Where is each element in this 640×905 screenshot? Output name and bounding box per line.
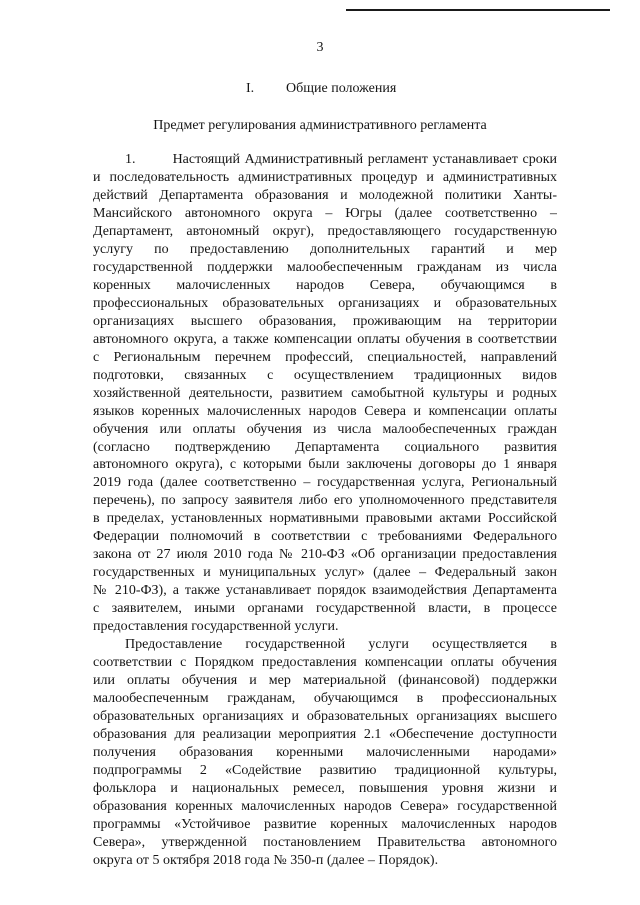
text-line: Департамент, автономный округ), предоставляющего государственную	[93, 223, 557, 239]
text-line: хозяйственной деятельности, развитием самобытной культуры и родных	[93, 385, 557, 401]
text-line: подпрограммы 2 «Содействие развитию традиционной культуры,	[93, 762, 557, 778]
text-line: государственной поддержки малообеспеченным гражданам из числа	[93, 259, 557, 275]
text-line: образовательных организациях и образовательных организациях высшего	[93, 709, 557, 725]
text-line: автономного округа, а также компенсации оплаты обучения в соответствии	[93, 331, 557, 347]
paragraph-2	[93, 636, 557, 870]
text-line: фольклора и национальных ремесел, повышения уровня жизни и	[93, 780, 557, 796]
text-line: или оплаты обучения и мер материальной (финансовой) поддержки	[93, 673, 557, 689]
text-line: профессиональных образовательных организациях и образовательных	[93, 295, 557, 311]
text-line: организациях высшего образования, проживающим на территории	[93, 313, 557, 329]
header-rule	[346, 9, 610, 11]
text-line: государственных и муниципальных услуг» (далее – Федеральный закон	[93, 565, 557, 581]
text-line: коренных малочисленных народов Севера, обучающимся в	[93, 277, 557, 293]
text-line: Мансийского автономного округа – Югры (далее соответственно –	[93, 205, 557, 221]
text-line: закона от 27 июля 2010 года № 210-ФЗ «Об организации предоставления	[93, 547, 557, 563]
text-line: Предоставление государственной услуги осуществляется в	[125, 637, 557, 653]
page-number: 3	[316, 40, 324, 55]
text-line: № 210-ФЗ), а также устанавливает порядок взаимодействия Департамента	[93, 583, 557, 599]
text-line: услугу по предоставлению дополнительных гарантий и мер	[93, 241, 557, 257]
text-line: программы «Устойчивое развитие коренных малочисленных народов	[93, 816, 557, 832]
text-line: языков коренных малочисленных народов Севера и компенсации оплаты	[93, 403, 557, 419]
section-title: Общие положения	[286, 81, 397, 96]
body-text	[93, 151, 557, 870]
text-line: Севера», утвержденной постановлением Правительства автономного	[93, 834, 557, 850]
text-line: Федерации полномочий в соответствии с требованиями Федерального	[93, 529, 557, 545]
subheading: Предмет регулирования административного регламента	[153, 118, 487, 133]
text-line: соответствии с Порядком предоставления компенсации оплаты обучения	[93, 655, 557, 671]
text-line: 1. Настоящий Административный регламент устанавливает сроки	[125, 152, 557, 167]
paragraph-1	[93, 151, 557, 636]
text-line: автономного округа), с которыми были заключены договоры до 1 января	[93, 457, 557, 473]
text-line: образования коренных малочисленных народов Севера» государственной	[93, 798, 557, 814]
text-line: получения образования коренными малочисленными народами»	[93, 744, 557, 760]
text-line: с Региональным перечнем профессий, специальностей, направлений	[93, 349, 557, 365]
text-line: действий Департамента образования и молодежной политики Ханты-	[93, 187, 557, 203]
text-line: с заявителем, иными органами государственной власти, в процессе	[93, 601, 557, 617]
text-line: подготовки, связанных с осуществлением традиционных видов	[93, 367, 557, 383]
section-heading	[246, 81, 396, 97]
text-line: образования для реализации мероприятия 2.1 «Обеспечение доступности	[93, 727, 557, 742]
text-line: предоставления государственной услуги.	[93, 619, 339, 635]
text-line: и последовательность административных процедур и административных	[93, 169, 557, 185]
text-line: перечень), по запросу заявителя либо его уполномоченного представителя	[93, 493, 557, 509]
text-line: в пределах, установленных нормативными правовыми актами Российской	[93, 511, 557, 527]
section-number: I.	[246, 81, 255, 96]
text-line: обучения или оплаты обучения из числа малообеспеченных граждан	[93, 421, 557, 437]
text-line: малообеспеченным гражданам, обучающимся в профессиональных	[93, 691, 557, 707]
text-line: (согласно подтверждению Департамента социального развития	[93, 439, 557, 455]
text-line: округа от 5 октября 2018 года № 350-п (далее – Порядок).	[93, 852, 439, 868]
text-line: 2019 года (далее соответственно – государственная услуга, Региональный	[93, 475, 557, 491]
